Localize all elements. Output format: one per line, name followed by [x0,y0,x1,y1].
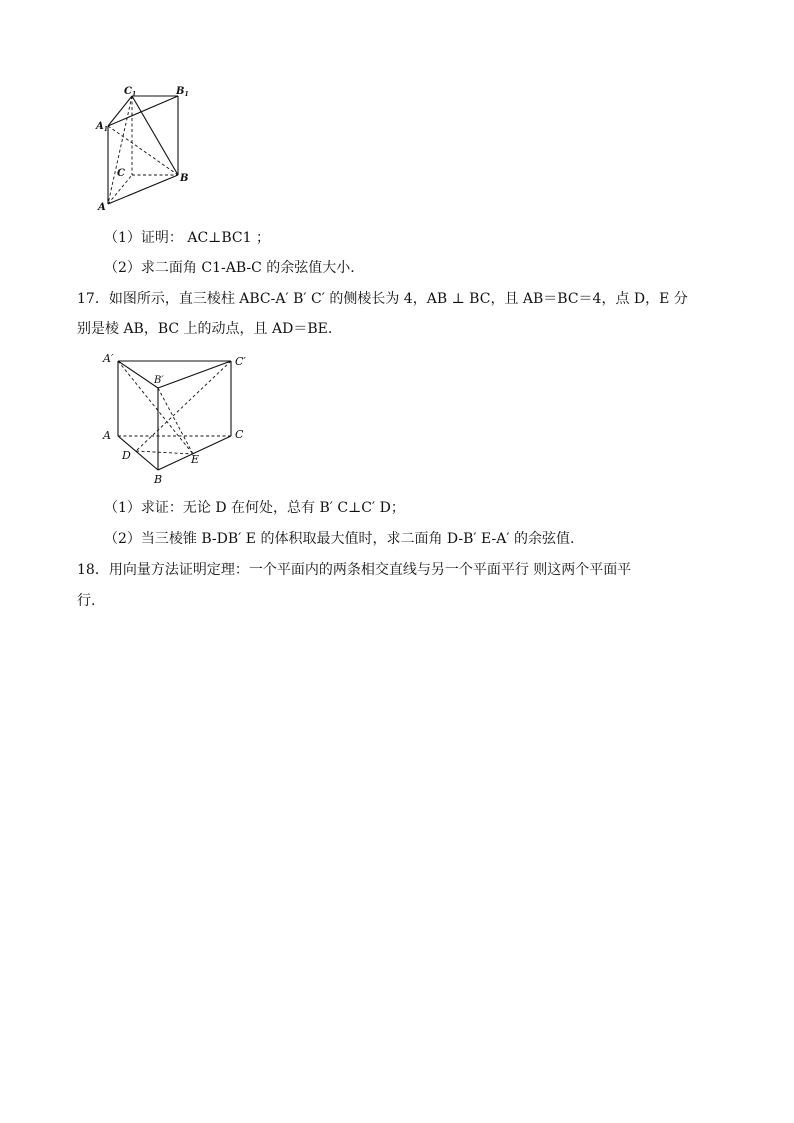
label-d: D [122,449,131,462]
label-b: B [180,173,189,184]
label-a1: $A_1$ [96,121,108,133]
prism-figure-1 [90,82,205,214]
line-bt-e [158,388,193,454]
line-d-e [136,451,193,454]
label-a: A [103,429,111,442]
edge-c1-b [132,96,178,175]
label-b1: $B_1$ [176,86,189,98]
q17-stem-line1: 17．如图所示，直三棱柱 ABC-A′ B′ C′ 的侧棱长为 4，AB ⊥ BC，且 AB＝BC＝4，点 D，E 分 [77,291,688,307]
label-b: B [154,473,163,486]
label-c1: $C_1$ [124,86,137,98]
edge-a-b [108,175,178,204]
edge-c1-a [108,96,132,204]
prism-figure-2 [98,348,258,488]
line-ct-d [136,361,231,451]
q18-stem-line2: 行. [77,593,96,609]
q18-stem-line1: 18．用向量方法证明定理：一个平面内的两条相交直线与另一个平面平行 则这两个平面平 [77,562,632,578]
edge-a1-b1 [108,96,178,126]
label-a-prime: A′ [103,352,114,365]
q17-part2: （2）当三棱锥 B-DB′ E 的体积取最大值时，求二面角 D-B′ E-A′ 的余弦值. [104,531,575,547]
edge-at-bt [118,361,158,388]
q17-stem-line2: 别是棱 AB，BC 上的动点，且 AD＝BE. [77,321,333,337]
label-b-prime: B′ [154,375,164,386]
q16-part2: （2）求二面角 C1-AB-C 的余弦值大小. [104,260,355,276]
label-c: C [235,428,244,441]
label-e: E [191,453,200,466]
label-a: A [98,202,106,213]
label-c-prime: C′ [235,355,246,368]
edge-a1-c1 [108,96,132,126]
edge-bt-ct [158,361,231,388]
q17-part1: （1）求证：无论 D 在何处，总有 B′ C⊥C′ D； [104,500,405,516]
q16-part1: （1）证明： AC⊥BC1 ； [104,230,270,246]
label-c: C [117,168,125,179]
